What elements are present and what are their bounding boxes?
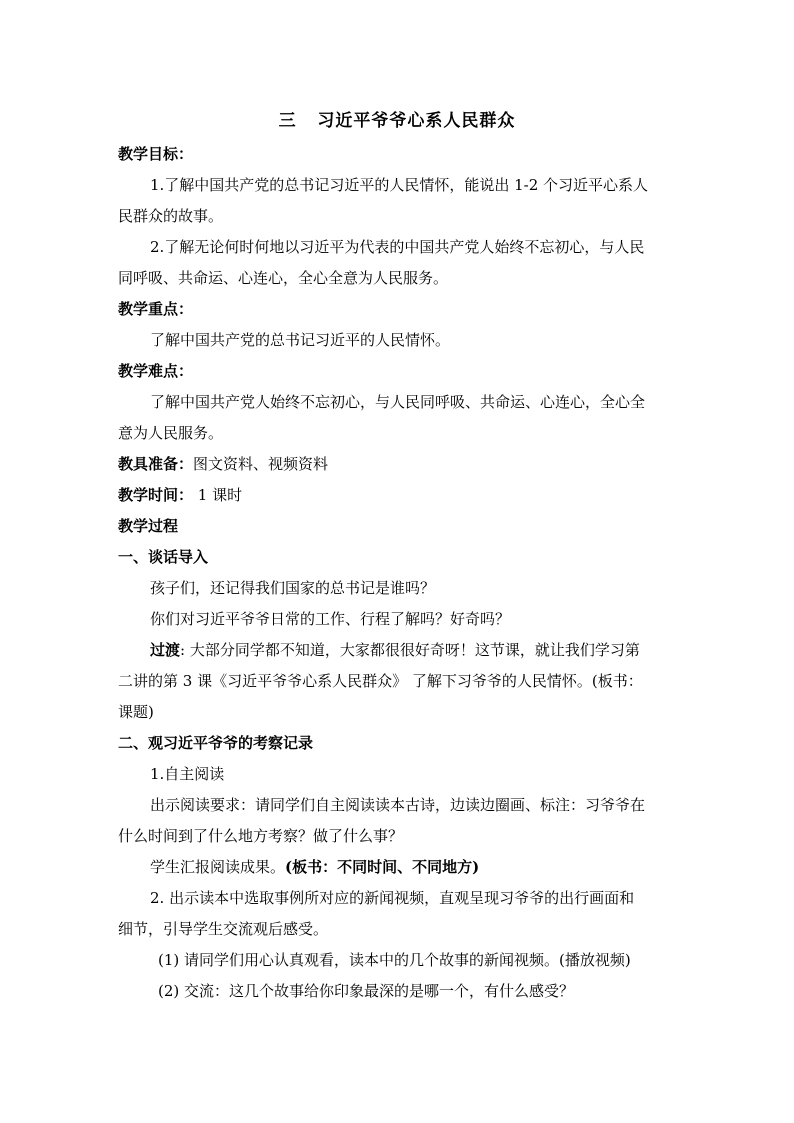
section-1-question-2: 你们对习近平爷爷日常的工作、行程了解吗？好奇吗？ [150, 610, 511, 628]
transition-text: : 大部分同学都不知道，大家都很很好奇呀！这节课，就让我们学习第 [180, 641, 640, 659]
lesson-title: 三 习近平爷爷心系人民群众 [278, 111, 516, 131]
transition-line-3: 课题) [118, 703, 154, 721]
transition-line-1 [150, 640, 710, 660]
transition-line-2: 二讲的第 3 课《习近平爷爷心系人民群众》 了解下习爷爷的人民情怀。(板书： [118, 672, 643, 690]
key-text: 了解中国共产党的总书记习近平的人民情怀。 [150, 331, 451, 349]
section-2-report-board: (板书：不同时间、不同地方) [285, 858, 480, 876]
goal-1-line-2: 民群众的故事。 [118, 207, 224, 225]
process-heading: 教学过程 [118, 517, 179, 535]
section-2-item-1: 1.自主阅读 [150, 765, 225, 783]
difficulty-heading: 教学难点： [118, 362, 194, 380]
goal-2-line-2: 同呼吸、共命运、心连心，全心全意为人民服务。 [118, 269, 449, 287]
time-row [118, 485, 678, 505]
section-2-item-2-line-1: 2. 出示读本中选取事例所对应的新闻视频，直观呈现习爷爷的出行画面和 [150, 889, 635, 907]
tools-text: 图文资料、视频资料 [193, 455, 329, 473]
key-heading: 教学重点： [118, 300, 194, 318]
transition-label: 过渡 [150, 641, 181, 659]
section-2-report [150, 857, 710, 877]
tools-row [118, 454, 678, 474]
section-1-question-1: 孩子们，还记得我们国家的总书记是谁吗？ [150, 579, 436, 597]
time-heading: 教学时间： [118, 486, 194, 504]
difficulty-line-2: 意为人民服务。 [118, 424, 224, 442]
section-2-reading-line-2: 什么时间到了什么地方考察？做了什么事？ [118, 827, 404, 845]
section-2-item-2-line-2: 细节，引导学生交流观后感受。 [118, 920, 329, 938]
tools-heading: 教具准备： [118, 455, 194, 473]
section-1-heading: 一、谈话导入 [118, 548, 209, 566]
time-text: 1 课时 [193, 486, 243, 504]
difficulty-line-1: 了解中国共产党人始终不忘初心，与人民同呼吸、共命运、心连心，全心全 [150, 393, 646, 411]
section-2-reading-line-1: 出示阅读要求：请同学们自主阅读读本古诗，边读边圈画、标注：习爷爷在 [150, 796, 646, 814]
section-2-sub-1: (1) 请同学们用心认真观看，读本中的几个故事的新闻视频。(播放视频) [158, 951, 631, 969]
goals-heading: 教学目标： [118, 145, 194, 163]
section-2-report-text: 学生汇报阅读成果。 [150, 858, 286, 876]
section-2-heading: 二、观习近平爷爷的考察记录 [118, 734, 314, 752]
goal-1-line-1: 1.了解中国共产党的总书记习近平的人民情怀，能说出 1-2 个习近平心系人 [150, 176, 649, 194]
goal-2-line-1: 2.了解无论何时何地以习近平为代表的中国共产党人始终不忘初心，与人民 [150, 238, 645, 256]
section-2-sub-2: (2) 交流：这几个故事给你印象最深的是哪一个，有什么感受？ [158, 982, 575, 1000]
